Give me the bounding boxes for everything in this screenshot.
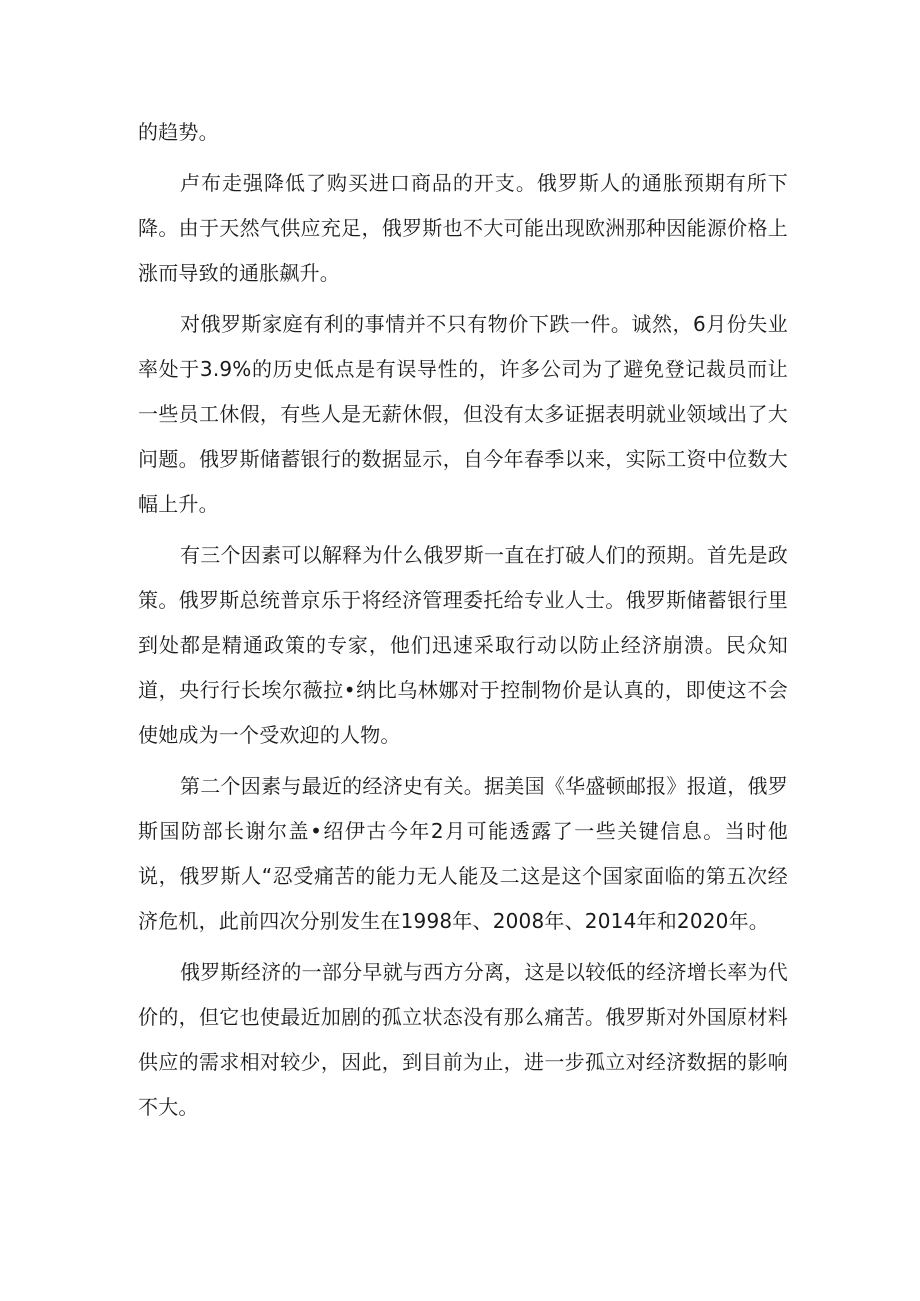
paragraph-ruble: 卢布走强降低了购买进口商品的开支。俄罗斯人的通胀预期有所下降。由于天然气供应充足，俄罗斯也不大可能出现欧洲那种因能源价格上涨而导致的通胀飙升。 <box>138 171 788 285</box>
paragraph-economic-history: 第二个因素与最近的经济史有关。据美国《华盛顿邮报》报道，俄罗斯国防部长谢尔盖•绍伊古今年2月可能透露了一些关键信息。当时他说，俄罗斯人“忍受痛苦的能力无人能及二这是这个国家面临的第五次经济危机，此前四次分别发生在1998年、2008年、2014年和2020年。 <box>138 774 788 933</box>
paragraph-households: 对俄罗斯家庭有利的事情并不只有物价下跌一件。诚然，6月份失业率处于3.9%的历史低点是有误导性的，许多公司为了避免登记裁员而让一些员工休假，有些人是无薪休假，但没有太多证据表明就业领域出了大问题。俄罗斯储蓄银行的数据显示，自今年春季以来，实际工资中位数大幅上升。 <box>138 312 788 516</box>
paragraph-three-factors: 有三个因素可以解释为什么俄罗斯一直在打破人们的预期。首先是政策。俄罗斯总统普京乐于将经济管理委托给专业人士。俄罗斯储蓄银行里到处都是精通政策的专家，他们迅速采取行动以防止经济崩溃。民众知道，央行行长埃尔薇拉•纳比乌林娜对于控制物价是认真的，即使这不会使她成为一个受欢迎的人物。 <box>138 543 788 747</box>
paragraph-isolation: 俄罗斯经济的一部分早就与西方分离，这是以较低的经济增长率为代价的，但它也使最近加剧的孤立状态没有那么痛苦。俄罗斯对外国原材料供应的需求相对较少，因此，到目前为止，进一步孤立对经济数据的影响不大。 <box>138 960 788 1119</box>
paragraph-continuation: 的趋势。 <box>138 120 219 144</box>
article-body <box>138 110 788 1136</box>
